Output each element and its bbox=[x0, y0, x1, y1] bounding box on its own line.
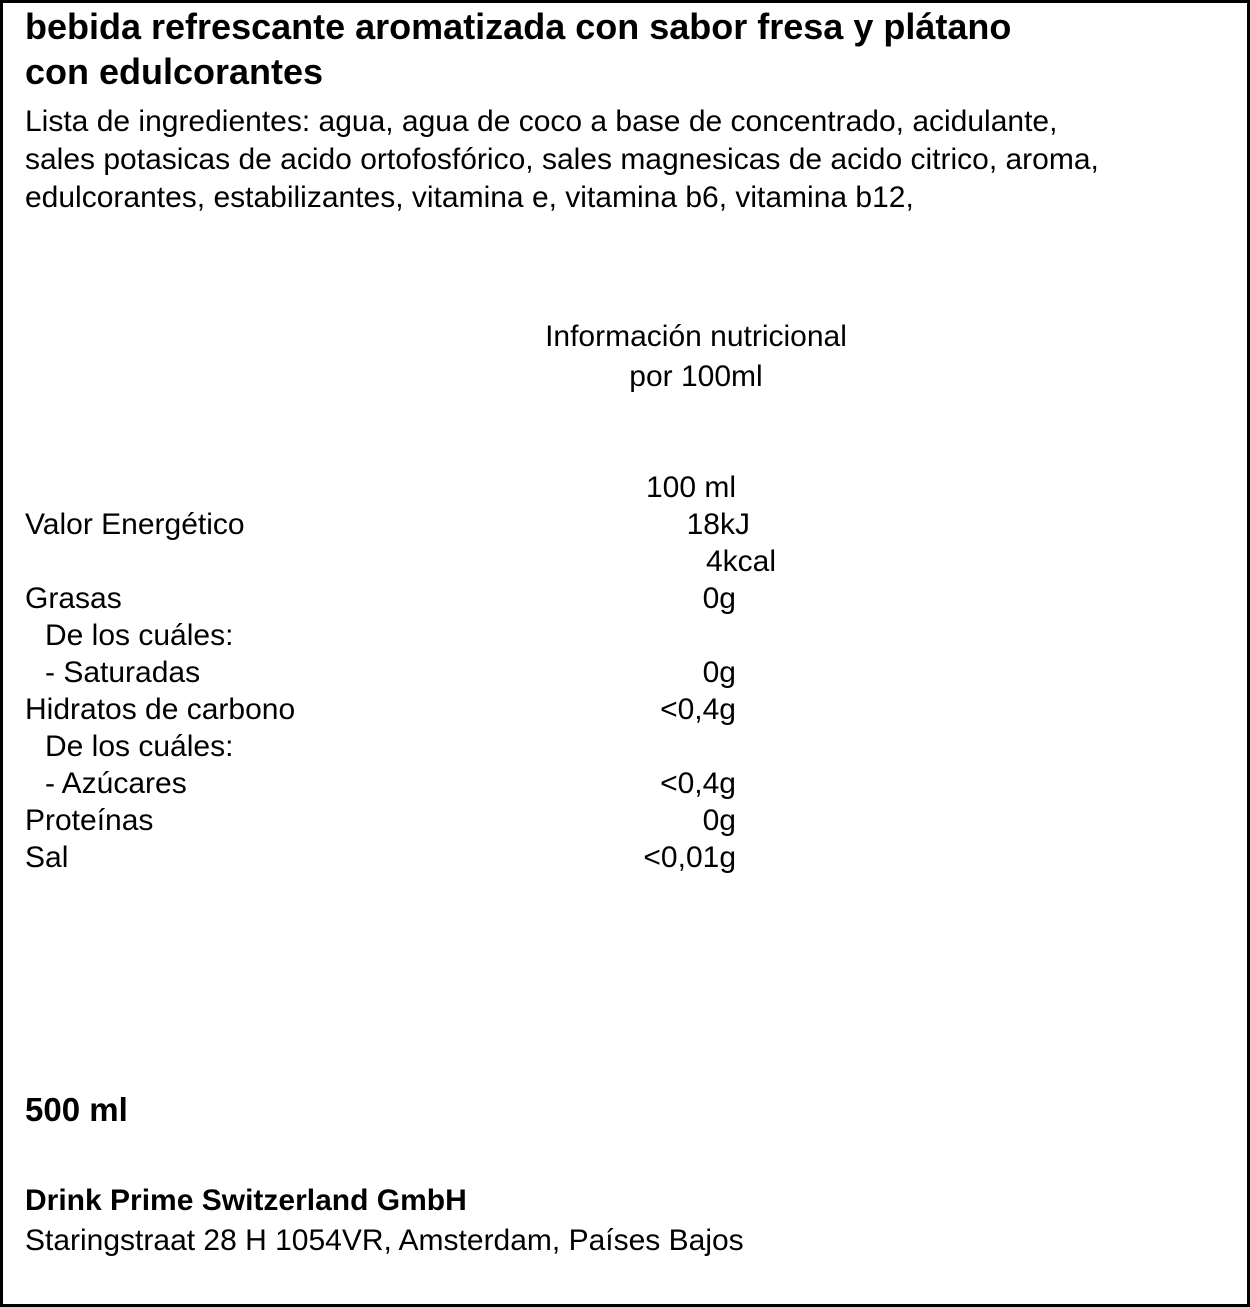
nutrient-value-protein: 0g bbox=[702, 804, 736, 837]
nutrient-value-fat: 0g bbox=[702, 582, 736, 615]
company-name: Drink Prime Switzerland GmbH bbox=[25, 1184, 467, 1217]
nutrient-label-carbohydrate: Hidratos de carbono bbox=[25, 693, 296, 726]
ingredients-line1: Lista de ingredientes: agua, agua de coco a base de concentrado, acidulante, bbox=[25, 105, 1058, 138]
product-title-line2: con edulcorantes bbox=[25, 51, 324, 92]
nutrient-label-energy: Valor Energético bbox=[25, 508, 245, 541]
nutrient-value-saturates: 0g bbox=[702, 656, 736, 689]
nutrition-heading: Información nutricional bbox=[545, 320, 847, 353]
nutrition-column-header: 100 ml bbox=[646, 471, 737, 504]
product-title-line1: bebida refrescante aromatizada con sabor fresa y plátano bbox=[25, 6, 1012, 47]
nutrient-label-saturates: - Saturadas bbox=[45, 656, 201, 689]
company-address: Staringstraat 28 H 1054VR, Amsterdam, Países Bajos bbox=[25, 1224, 744, 1257]
nutrient-value-carbohydrate: <0,4g bbox=[660, 693, 736, 726]
nutrient-label-fat: Grasas bbox=[25, 582, 122, 615]
nutrient-label-of-which-1: De los cuáles: bbox=[45, 619, 234, 652]
nutrient-label-protein: Proteínas bbox=[25, 804, 154, 837]
ingredients-line2: sales potasicas de acido ortofosfórico, sales magnesicas de acido citrico, aroma, bbox=[25, 143, 1099, 176]
nutrient-value-energy-kcal: 4kcal bbox=[705, 545, 776, 578]
ingredients-list bbox=[25, 103, 1099, 217]
nutrient-value-salt: <0,01g bbox=[643, 841, 736, 874]
nutrient-label-salt: Sal bbox=[25, 841, 69, 874]
nutrient-label-sugars: - Azúcares bbox=[45, 767, 187, 800]
nutrient-value-energy-kj: 18kJ bbox=[686, 508, 750, 541]
nutrition-subheading: por 100ml bbox=[629, 360, 763, 393]
product-title bbox=[25, 4, 1011, 94]
volume-label: 500 ml bbox=[25, 1091, 128, 1128]
nutrient-value-sugars: <0,4g bbox=[660, 767, 736, 800]
ingredients-line3: edulcorantes, estabilizantes, vitamina e, vitamina b6, vitamina b12, bbox=[25, 181, 914, 214]
nutrient-label-of-which-2: De los cuáles: bbox=[45, 730, 234, 763]
